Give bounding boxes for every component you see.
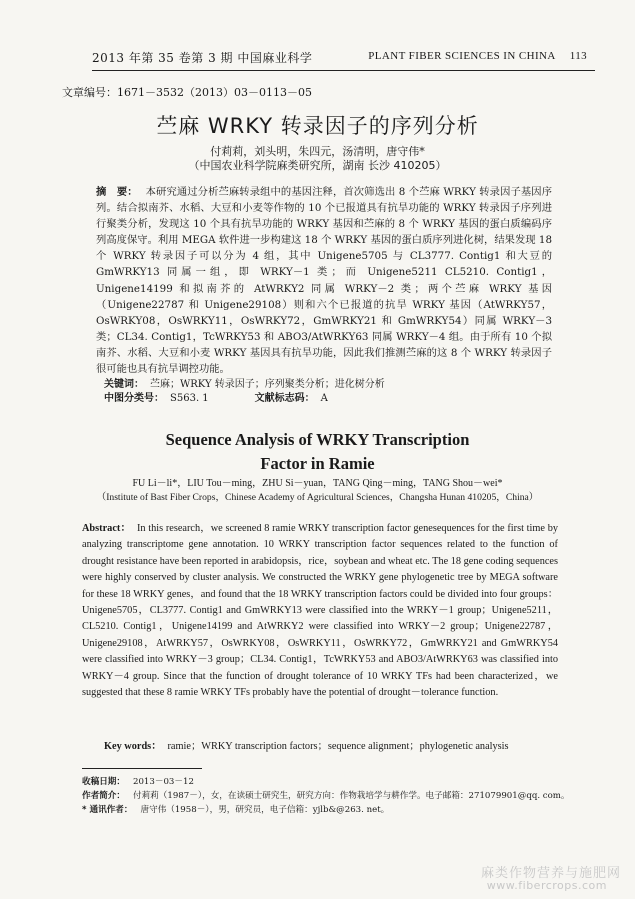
- authors-chinese: 付莉莉，刘头明，朱四元，汤清明，唐守伟*: [210, 145, 425, 158]
- keywords-label-english: Key words：: [104, 741, 162, 752]
- author-bio-label: 作者简介：: [82, 791, 125, 801]
- affiliation-english: （Institute of Bast Fiber Crops，Chinese Academy of Agricultural Sciences，Changsha Hunan 410205，China）: [96, 492, 539, 503]
- corresponding-label: * 通讯作者：: [82, 805, 133, 815]
- class-number-label: 中图分类号：: [104, 393, 164, 404]
- journal-header-cn: 2013 年第 35 卷第 3 期 中国麻业科学: [92, 51, 313, 65]
- classification-line: [104, 389, 328, 404]
- title-chinese: 苎麻 WRKY 转录因子的序列分析: [156, 114, 479, 138]
- footnote-author: [82, 789, 570, 801]
- title-english-line1: Sequence Analysis of WRKY Transcription: [165, 430, 470, 449]
- abstract-label-chinese: 摘 要：: [96, 186, 138, 198]
- watermark-site-name: 麻类作物营养与施肥网: [480, 866, 621, 881]
- corresponding-text: 唐守伟（1958－），男，研究员，电子信箱：yjlb&@263. net。: [140, 805, 390, 815]
- abstract-text-chinese: 本研究通过分析苎麻转录组中的基因注释，首次筛选出 8 个苎麻 WRKY 转录因子基因序列。结合拟南芥、水稻、大豆和小麦等作物的 10 个已报道具有抗旱功能的 WRKY 转录因子序列进行聚类分析，发现这 10 个具有抗旱功能的 WRKY 基因和苎麻的 8 个 WRKY 基因的蛋白质编码序列高度保守。利用 MEGA 软件进一步构建这 18 个 WRKY 基因的蛋白质序列进化树，结果发现 18 个 WRKY 转录因子可以分为 4 组，其中 Unigene5705 与 CL3777. Contig1 和大豆的 GmWRKY13 同属一组，即 WRKY－1 类；而 Unigene5211 CL5210. Contig1，Unigene14199 和拟南芥的 AtWRKY2 同属 WRKY－2 类；两个苎麻 WRKY 基因（Unigene22787 和 Unigene29108）则和六个已报道的抗旱 WRKY 基因（AtWRKY57，OsWRKY08，OsWRKY11，OsWRKY72，GmWRKY21 和 GmWRKY54）同属 WRKY－3 类；CL34. Contig1，TcWRKY53 和 ABO3/AtWRKY63 同属 WRKY－4 组。由于所有 10 个拟南芥、水稻、大豆和小麦 WRKY 基因具有抗旱功能，因此我们推测苎麻的这 8 个 WRKY 转录因子很可能也具有抗旱调控功能。: [96, 186, 553, 376]
- class-number-value: S563. 1: [170, 393, 209, 404]
- doc-code-label: 文献标志码：: [254, 393, 315, 404]
- article-number: 文章编号：1671－3532（2013）03－0113－05: [62, 86, 312, 99]
- doc-code-value: A: [320, 393, 328, 404]
- title-english-line2: Factor in Ramie: [260, 454, 375, 473]
- footnote-received: [82, 775, 194, 787]
- page-number: 113: [569, 50, 587, 62]
- title-english: [0, 428, 635, 476]
- keywords-english: [104, 737, 509, 752]
- received-date: 2013－03－12: [132, 777, 194, 787]
- abstract-chinese: [96, 184, 552, 377]
- keywords-chinese: [104, 375, 385, 390]
- abstract-english: [82, 521, 558, 701]
- abstract-label-english: Abstract：: [82, 523, 131, 534]
- affiliation-chinese: （中国农业科学院麻类研究所，湖南 长沙 410205）: [188, 159, 447, 172]
- abstract-text-english: In this research，we screened 8 ramie WRKY transcription factor genesequences for the first time by analyzing transcriptome gene annotation. 10 WRKY transcription factor sequences related to the function of drought resistance have been reported in arabidopsis，rice，soybean and wheat etc. The 18 gene coding sequences were highly conserved by cluster analysis. We constructed the WRKY gene phylogenetic tree by MEGA software for these 18 WRKY genes，and found that the 18 WRKY transcription factors could be divided into four groups：Unigene5705，CL3777. Contig1 and GmWRKY13 were classified into the WRKY－1 group；Unigene5211，CL5210. Contig1，Unigene14199 and AtWRKY2 were classified into WRKY－2 group；Unigene22787，Unigene29108，AtWRKY57，OsWRKY08，OsWRKY11，OsWRKY72，GmWRKY21 and GmWRKY54 were classified into WRKY－3 group；CL34. Contig1，TcWRKY53 and ABO3/AtWRKY63 was classified into WRKY－4 group. Since that the function of drought tolerance of 10 WRKY TFs had been characterized，we suggested that these 8 ramie WRKY TFs probably have the potential of drought－tolerance function.: [82, 523, 558, 699]
- footnote-corresponding: [82, 803, 389, 815]
- keywords-text-chinese: 苎麻；WRKY 转录因子；序列聚类分析；进化树分析: [150, 379, 385, 390]
- journal-name-en: PLANT FIBER SCIENCES IN CHINA: [368, 50, 556, 62]
- footnote-rule: [82, 768, 202, 769]
- received-label: 收稿日期：: [82, 777, 125, 787]
- authors-english: FU Li－li*，LIU Tou－ming，ZHU Si－yuan，TANG Qing－ming，TANG Shou－wei*: [132, 478, 503, 489]
- journal-header-en: [368, 50, 587, 62]
- keywords-text-english: ramie；WRKY transcription factors；sequence alignment；phylogenetic analysis: [167, 741, 509, 752]
- author-bio-text: 付莉莉（1987－），女，在读硕士研究生，研究方向：作物栽培学与耕作学。电子邮箱：271079901@qq. com。: [132, 791, 570, 801]
- header-rule: [92, 70, 595, 71]
- keywords-label-chinese: 关键词：: [104, 379, 144, 390]
- watermark-site-url: www.fibercrops.com: [486, 879, 607, 892]
